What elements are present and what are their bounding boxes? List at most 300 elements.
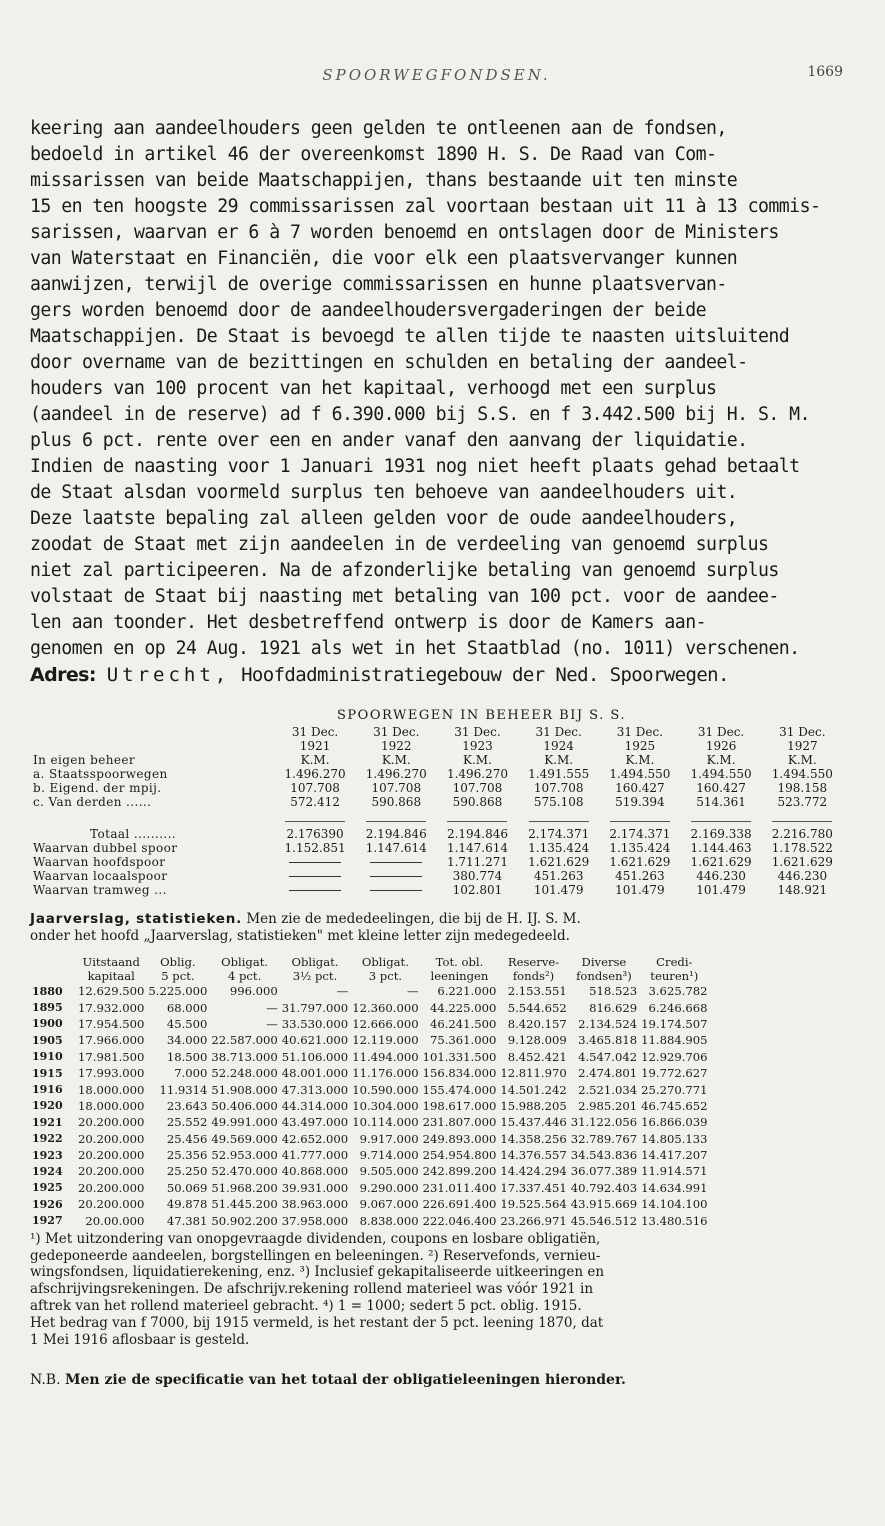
cell: 10.590.000 — [352, 1082, 419, 1097]
footnote-line: ¹) Met uitzondering van onopgevraagde dividenden, coupons en losbare obligatiën, — [30, 1230, 601, 1247]
cell: 1.491.555 — [528, 767, 590, 781]
cell: 1925 — [624, 739, 656, 753]
dash-rule — [370, 862, 422, 863]
cell: 14.358.256 — [500, 1131, 567, 1146]
cell: 39.931.000 — [281, 1180, 349, 1195]
cell: 5.544.652 — [507, 1000, 567, 1015]
cell: 17.993.000 — [78, 1066, 145, 1081]
cell: — — [266, 1016, 278, 1031]
cell: 1.496.270 — [284, 767, 346, 781]
nb-label: N.B. — [30, 1372, 61, 1389]
cell: 2.216.780 — [771, 827, 833, 841]
cell: 47.313.000 — [281, 1082, 349, 1097]
total-rule — [447, 821, 507, 822]
body-paragraph — [30, 116, 843, 662]
cell: 107.708 — [533, 781, 584, 795]
cell: 1.496.270 — [365, 767, 427, 781]
cell: 231.807.000 — [422, 1115, 497, 1130]
cell: 40.621.000 — [281, 1033, 349, 1048]
body-line: keering aan aandeelhouders geen gelden te ontleenen aan de fondsen, — [30, 118, 727, 139]
body-line: (aandeel in de reserve) ad f 6.390.000 bij S.S. en f 3.442.500 bij H. S. M. — [30, 404, 810, 425]
rule-cell — [274, 809, 355, 827]
cell: 2.153.551 — [507, 984, 567, 999]
cell: 380.774 — [452, 869, 503, 883]
cell: 23.643 — [166, 1098, 208, 1113]
cell: 14.417.207 — [641, 1148, 708, 1163]
cell: 44.225.000 — [429, 1000, 497, 1015]
table2-row — [30, 1114, 710, 1130]
cell: 68.000 — [166, 1000, 208, 1015]
cell: 31 Dec. — [535, 725, 582, 739]
table1-row — [30, 739, 843, 753]
row-label: Waarvan hoofdspoor — [33, 855, 166, 869]
cell: 20.200.000 — [78, 1197, 145, 1212]
row-label: a. Staatsspoorwegen — [33, 767, 168, 781]
column-header: Obligat. — [291, 955, 339, 969]
address-city: Utrecht, — [106, 664, 231, 686]
cell: 518.523 — [589, 984, 638, 999]
footnote-line: afschrijvingsrekeningen. De afschrijv.rekening rollend materieel was vóór 1921 in — [30, 1281, 594, 1298]
cell: 51.908.000 — [211, 1082, 278, 1097]
table2-row — [30, 1032, 710, 1048]
cell: 254.954.800 — [422, 1148, 497, 1163]
cell: 816.629 — [589, 1000, 638, 1015]
table2-row — [30, 1081, 710, 1097]
cell: 11.176.000 — [352, 1066, 419, 1081]
cell: 222.046.400 — [422, 1213, 497, 1228]
cell: 40.868.000 — [281, 1164, 349, 1179]
total-separator — [30, 809, 843, 827]
cell: 20.00.000 — [85, 1213, 145, 1228]
cell — [356, 869, 437, 883]
cell: 451.263 — [533, 869, 584, 883]
cell: 12.929.706 — [641, 1049, 708, 1064]
cell: 107.708 — [290, 781, 340, 795]
cell: 101.331.500 — [422, 1049, 497, 1064]
table1-row — [30, 883, 843, 897]
cell: K.M. — [544, 753, 574, 767]
cell: 16.866.039 — [641, 1115, 708, 1130]
column-header: 3½ pct. — [292, 969, 338, 983]
total-rule — [691, 821, 751, 822]
cell: 31.122.056 — [570, 1115, 638, 1130]
table1-row — [30, 855, 843, 869]
year-cell: 1895 — [32, 1001, 63, 1015]
table2-row — [30, 983, 710, 999]
table1-row — [30, 767, 843, 781]
cell: 1.621.629 — [528, 855, 590, 869]
body-line: niet zal participeeren. Na de afzonderlijke betaling van genoemd surplus — [30, 560, 779, 581]
cell: 12.811.970 — [500, 1066, 567, 1081]
cell: 2.194.846 — [365, 827, 427, 841]
cell: 519.394 — [615, 795, 665, 809]
cell: 6.246.668 — [648, 1000, 708, 1015]
cell: 23.266.971 — [500, 1213, 567, 1228]
table2-header-row — [30, 955, 710, 969]
cell: 25.250 — [166, 1164, 208, 1179]
cell: 38.963.000 — [281, 1197, 349, 1212]
cell: 52.248.000 — [211, 1066, 278, 1081]
table1-row — [30, 753, 843, 767]
cell: 1926 — [705, 739, 737, 753]
cell: 43.915.669 — [570, 1197, 638, 1212]
row-label — [30, 725, 274, 739]
cell: 14.424.294 — [500, 1164, 567, 1179]
table1-row — [30, 725, 843, 739]
cell: 31 Dec. — [779, 725, 826, 739]
cell: 46.241.500 — [429, 1016, 497, 1031]
year-cell: 1923 — [32, 1148, 63, 1162]
cell: 52.470.000 — [211, 1164, 278, 1179]
column-header: leeningen — [430, 969, 489, 983]
cell: 11.914.571 — [641, 1164, 708, 1179]
jaarverslag-text2: onder het hoofd „Jaarverslag, statistieken" met kleine letter zijn medegedeeld. — [30, 928, 570, 944]
cell: 14.634.991 — [641, 1180, 708, 1195]
footnote-line: aftrek van het rollend materieel gebracht. ⁴) 1 = 1000; sedert 5 pct. oblig. 1915. — [30, 1298, 582, 1315]
cell: 31 Dec. — [454, 725, 501, 739]
blank — [30, 809, 274, 827]
cell: 996.000 — [229, 984, 278, 999]
cell: 2.134.524 — [578, 1016, 638, 1031]
footnote-line: wingsfondsen, liquidatierekening, enz. ³) Inclusief gekapitaliseerde uitkeeringen en — [30, 1264, 605, 1281]
cell: 8.452.421 — [507, 1049, 567, 1064]
cell: 15.988.205 — [500, 1098, 567, 1113]
cell: 572.412 — [290, 795, 340, 809]
cell: K.M. — [706, 753, 736, 767]
footnote-line: Het bedrag van f 7000, bij 1915 vermeld, is het restant der 5 pct. leening 1870, dat — [30, 1314, 604, 1331]
total-rule — [366, 821, 426, 822]
cell: 1.621.629 — [690, 855, 752, 869]
railways-table — [30, 725, 843, 897]
cell: 20.200.000 — [78, 1180, 145, 1195]
cell: 31 Dec. — [291, 725, 339, 739]
cell: 3.465.818 — [578, 1033, 638, 1048]
cell: 2.169.338 — [690, 827, 752, 841]
cell: 231.011.400 — [422, 1180, 497, 1195]
cell: 11.9314 — [159, 1082, 208, 1097]
blank — [30, 969, 76, 983]
cell: 18.000.000 — [78, 1098, 145, 1113]
blank — [30, 955, 76, 969]
cell: 514.361 — [696, 795, 746, 809]
body-line: plus 6 pct. rente over een en ander vanaf den aanvang der liquidatie. — [30, 430, 748, 451]
cell — [274, 883, 355, 897]
cell: 20.200.000 — [78, 1131, 145, 1146]
cell: 9.128.009 — [507, 1033, 567, 1048]
cell: 155.474.000 — [422, 1082, 497, 1097]
address-label: Adres: — [30, 664, 96, 686]
cell — [356, 883, 437, 897]
cell: 41.777.000 — [281, 1148, 349, 1163]
cell: 1927 — [787, 739, 818, 753]
cell: — — [336, 984, 349, 999]
cell: 107.708 — [452, 781, 503, 795]
total-rule — [529, 821, 589, 822]
cell: 1.147.614 — [446, 841, 509, 855]
cell: 19.525.564 — [500, 1197, 567, 1212]
cell: 25.456 — [166, 1131, 208, 1146]
column-header: kapitaal — [87, 969, 135, 983]
cell: 2.521.034 — [578, 1082, 638, 1097]
cell: 31 Dec. — [616, 725, 664, 739]
year-cell: 1924 — [32, 1164, 63, 1178]
total-rule — [610, 821, 670, 822]
body-line: 15 en ten hoogste 29 commissarissen zal voortaan bestaan uit 11 à 13 commis- — [30, 196, 821, 217]
body-line: len aan toonder. Het desbetreffend ontwerp is door de Kamers aan- — [30, 612, 706, 633]
year-cell: 1880 — [32, 984, 63, 998]
year-cell: 1900 — [32, 1017, 63, 1031]
dash-rule — [289, 890, 341, 891]
cell: 7.000 — [174, 1066, 208, 1081]
table2-row — [30, 1180, 710, 1196]
row-label: In eigen beheer — [33, 753, 135, 767]
table1-row — [30, 869, 843, 883]
cell: 22.587.000 — [211, 1033, 278, 1048]
year-cell: 1926 — [32, 1197, 63, 1211]
cell: 8.838.000 — [359, 1213, 419, 1228]
cell: 1.144.463 — [690, 841, 752, 855]
table2-row — [30, 1049, 710, 1065]
capital-table — [30, 955, 710, 1229]
cell: 2.174.371 — [609, 827, 671, 841]
cell: 523.772 — [777, 795, 828, 809]
cell: K.M. — [625, 753, 655, 767]
cell: 37.958.000 — [281, 1213, 349, 1228]
nb-line — [30, 1372, 843, 1388]
cell: 1.621.629 — [609, 855, 671, 869]
cell: 102.801 — [452, 883, 503, 897]
cell: 2.474.801 — [578, 1066, 638, 1081]
total-rule — [285, 821, 345, 822]
row-label — [30, 739, 274, 753]
year-cell: 1925 — [32, 1181, 63, 1195]
cell: 160.427 — [615, 781, 665, 795]
page-header — [30, 0, 843, 84]
year-cell: 1905 — [32, 1033, 63, 1047]
cell: 12.119.000 — [352, 1033, 419, 1048]
cell: 10.114.000 — [352, 1115, 419, 1130]
cell: 19.772.627 — [641, 1066, 708, 1081]
column-header: 5 pct. — [161, 969, 195, 983]
cell: 34.543.836 — [570, 1148, 638, 1163]
cell: 12.629.500 — [78, 984, 145, 999]
cell: 17.337.451 — [500, 1180, 567, 1195]
cell: 575.108 — [533, 795, 584, 809]
cell: 2.985.201 — [578, 1098, 638, 1113]
column-header: fondsen³) — [576, 969, 632, 983]
column-header: 4 pct. — [227, 969, 262, 983]
rule-cell — [762, 809, 843, 827]
cell: 40.792.403 — [570, 1180, 638, 1195]
row-label: c. Van derden ...... — [33, 795, 152, 809]
table2-row — [30, 1065, 710, 1081]
cell: 5.225.000 — [148, 984, 208, 999]
table2-row — [30, 1131, 710, 1147]
cell: 9.067.000 — [359, 1197, 419, 1212]
cell: 446.230 — [696, 869, 746, 883]
rule-cell — [680, 809, 761, 827]
cell: K.M. — [300, 753, 330, 767]
cell: — — [266, 1000, 278, 1015]
cell: 1.147.614 — [365, 841, 427, 855]
column-header: teuren¹) — [650, 969, 699, 983]
body-line: aanwijzen, terwijl de overige commissarissen en hunne plaatsvervan- — [30, 274, 727, 295]
cell: 9.290.000 — [359, 1180, 419, 1195]
body-line: de Staat alsdan voormeld surplus ten behoeve van aandeelhouders uit. — [30, 482, 738, 503]
cell: 198.617.000 — [422, 1098, 497, 1113]
cell: 31.797.000 — [281, 1000, 349, 1015]
cell: 101.479 — [533, 883, 584, 897]
cell: 18.000.000 — [78, 1082, 145, 1097]
jaarverslag-text1: Men zie de mededeelingen, die bij de H. IJ. S. M. — [246, 911, 581, 927]
cell: 17.966.000 — [78, 1033, 145, 1048]
cell: 12.360.000 — [352, 1000, 419, 1015]
cell: 1.135.424 — [609, 841, 671, 855]
cell: 1.494.550 — [690, 767, 752, 781]
column-header: Diverse — [581, 955, 627, 969]
cell: 14.805.133 — [641, 1131, 708, 1146]
cell: 51.106.000 — [281, 1049, 349, 1064]
table1-row — [30, 781, 843, 795]
cell: 1923 — [462, 739, 493, 753]
cell: 20.200.000 — [78, 1164, 145, 1179]
cell: 101.479 — [615, 883, 665, 897]
total-rule — [772, 821, 832, 822]
cell: — — [406, 984, 419, 999]
cell: 46.745.652 — [641, 1098, 708, 1113]
cell: 20.200.000 — [78, 1148, 145, 1163]
cell: 2.194.846 — [446, 827, 509, 841]
cell: 8.420.157 — [507, 1016, 567, 1031]
cell: 42.652.000 — [281, 1131, 349, 1146]
cell: 19.174.507 — [641, 1016, 708, 1031]
cell: 38.713.000 — [211, 1049, 278, 1064]
column-header: Oblig. — [160, 955, 196, 969]
cell: 75.361.000 — [429, 1033, 497, 1048]
column-header: Obligat. — [221, 955, 269, 969]
cell: 18.500 — [166, 1049, 208, 1064]
row-label: Totaal .......... — [90, 827, 177, 841]
column-header: fonds²) — [512, 969, 555, 983]
cell: 33.530.000 — [281, 1016, 349, 1031]
cell: K.M. — [787, 753, 817, 767]
table1-row — [30, 841, 843, 855]
year-cell: 1920 — [32, 1099, 63, 1113]
row-label: Waarvan locaalspoor — [33, 869, 168, 883]
cell: 1924 — [543, 739, 574, 753]
cell: 13.480.516 — [641, 1213, 708, 1228]
cell: 156.834.000 — [422, 1066, 497, 1081]
cell: K.M. — [381, 753, 411, 767]
cell: 1.621.629 — [771, 855, 833, 869]
cell: 9.714.000 — [359, 1148, 419, 1163]
cell: 107.708 — [371, 781, 422, 795]
footnote-line: gedeponeerde aandeelen, borgstellingen en beleeningen. ²) Reservefonds, vernieu- — [30, 1247, 601, 1264]
cell: 1921 — [299, 739, 331, 753]
cell: 160.427 — [696, 781, 746, 795]
body-line: van Waterstaat en Financiën, die voor elk een plaatsvervanger kunnen — [30, 248, 738, 269]
cell: 1.152.851 — [284, 841, 346, 855]
cell: 49.878 — [166, 1197, 208, 1212]
body-line: Indien de naasting voor 1 Januari 1931 nog niet heeft plaats gehad betaalt — [30, 456, 800, 477]
cell: 17.981.500 — [78, 1049, 145, 1064]
cell: 226.691.400 — [422, 1197, 497, 1212]
body-line: volstaat de Staat bij naasting met betaling van 100 pct. voor de aandee- — [30, 586, 779, 607]
year-cell: 1922 — [32, 1132, 63, 1146]
year-cell: 1910 — [32, 1050, 63, 1064]
dash-rule — [289, 876, 341, 877]
rule-cell — [599, 809, 680, 827]
row-label: Waarvan dubbel spoor — [33, 841, 178, 855]
cell: 50.406.000 — [211, 1098, 278, 1113]
cell: 52.953.000 — [211, 1148, 278, 1163]
cell: 15.437.446 — [500, 1115, 567, 1130]
cell: 10.304.000 — [352, 1098, 419, 1113]
cell: 50.069 — [166, 1180, 208, 1195]
cell: 31 Dec. — [373, 725, 420, 739]
footnotes — [30, 1231, 843, 1349]
body-line: gers worden benoemd door de aandeelhoudersvergaderingen der beide — [30, 300, 706, 321]
table1-row — [30, 795, 843, 809]
table1-row — [30, 827, 843, 841]
cell: 25.552 — [166, 1115, 208, 1130]
year-cell: 1921 — [32, 1115, 63, 1129]
body-line: missarissen van beide Maatschappijen, thans bestaande uit ten minste — [30, 170, 738, 191]
cell: 32.789.767 — [570, 1131, 638, 1146]
address-text: Hoofdadministratiegebouw der Ned. Spoorwegen. — [241, 664, 729, 686]
table2-row — [30, 1163, 710, 1179]
rule-cell — [356, 809, 437, 827]
cell: 1.496.270 — [446, 767, 509, 781]
table2-row — [30, 1196, 710, 1212]
cell: 6.221.000 — [437, 984, 497, 999]
cell: 51.445.200 — [211, 1197, 278, 1212]
body-line: door overname van de bezittingen en schulden en betaling der aandeel- — [30, 352, 748, 373]
table2-row — [30, 1016, 710, 1032]
cell: 9.505.000 — [359, 1164, 419, 1179]
column-header: Reserve- — [507, 955, 560, 969]
year-cell: 1916 — [32, 1083, 63, 1097]
table1-caption: SPOORWEGEN IN BEHEER BIJ S. S. — [337, 708, 626, 723]
body-line: sarissen, waarvan er 6 à 7 worden benoemd en ontslagen door de Ministers — [30, 222, 779, 243]
cell: 49.991.000 — [211, 1115, 278, 1130]
cell: 48.001.000 — [281, 1066, 349, 1081]
cell: 25.270.771 — [641, 1082, 708, 1097]
cell: 49.569.000 — [211, 1131, 278, 1146]
cell: 20.200.000 — [78, 1115, 145, 1130]
cell: 2.174.371 — [528, 827, 590, 841]
body-line: Deze laatste bepaling zal alleen gelden voor de oude aandeelhouders, — [30, 508, 738, 529]
year-cell: 1915 — [32, 1066, 63, 1080]
dash-rule — [289, 862, 341, 863]
cell: 51.968.200 — [211, 1180, 278, 1195]
cell: 50.902.200 — [211, 1213, 278, 1228]
address-line — [30, 664, 843, 686]
cell: 451.263 — [615, 869, 665, 883]
cell: 4.547.042 — [578, 1049, 638, 1064]
cell: 249.893.000 — [422, 1131, 497, 1146]
column-header: Tot. obl. — [435, 955, 484, 969]
table2-row — [30, 1212, 710, 1228]
dash-rule — [370, 890, 422, 891]
cell: 17.954.500 — [78, 1016, 145, 1031]
cell: 2.176390 — [286, 827, 344, 841]
rule-cell — [518, 809, 599, 827]
column-header: 3 pct. — [368, 969, 403, 983]
cell — [274, 855, 355, 869]
column-header: Obligat. — [361, 955, 409, 969]
page-number: 1669 — [807, 64, 843, 80]
